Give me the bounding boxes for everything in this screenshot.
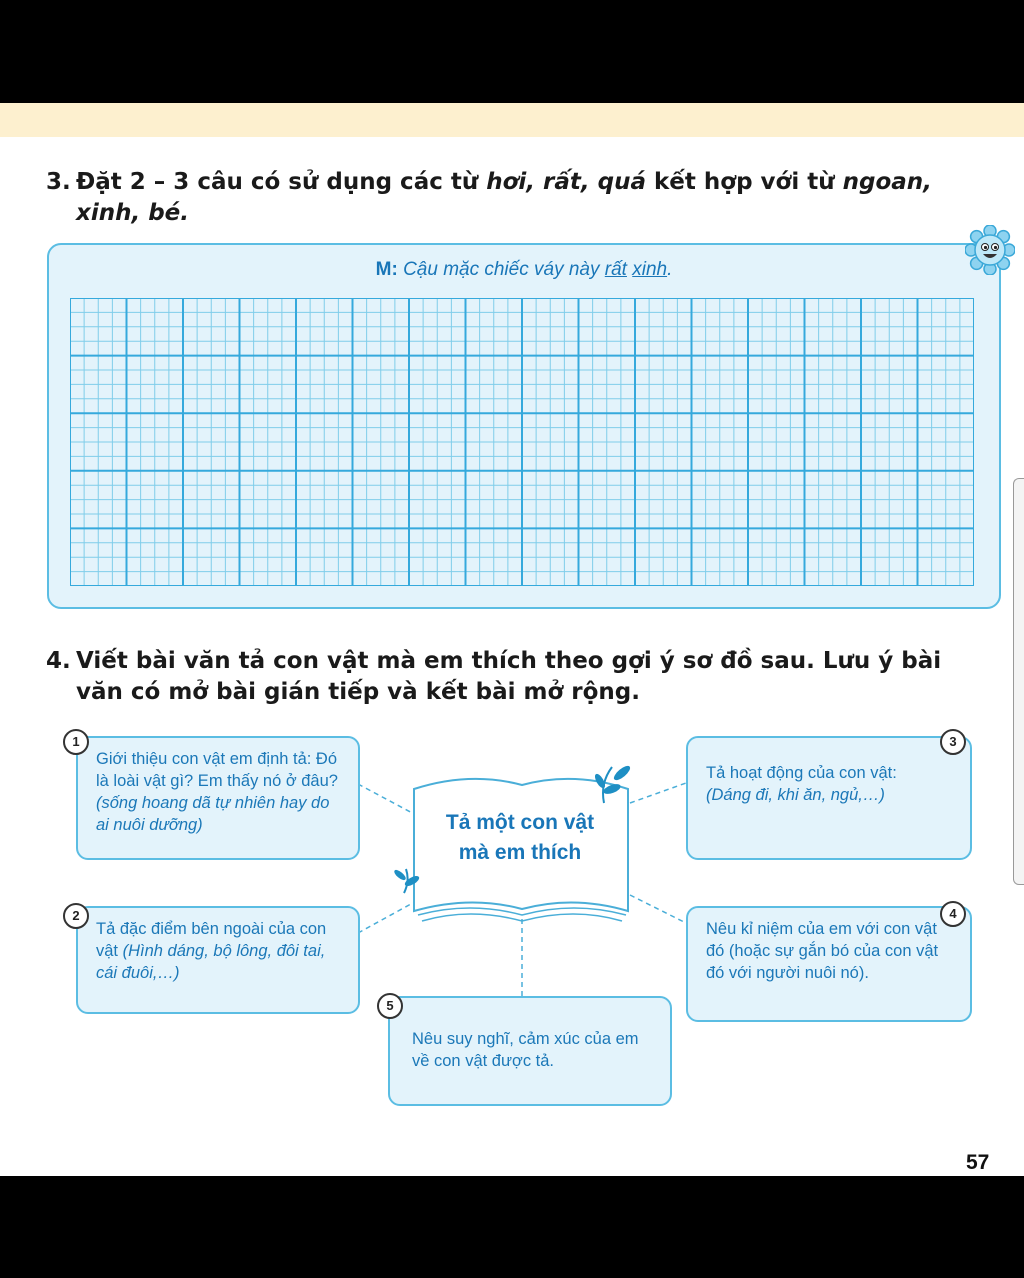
example-word-rat: rất — [604, 259, 627, 280]
badge-5: 5 — [377, 993, 403, 1019]
center-topic — [420, 808, 620, 868]
workbook-page — [0, 103, 1024, 1176]
question-4-line1: Viết bài văn tả con vật mà em thích theo gợi ý sơ đồ sau. Lưu ý bài — [76, 648, 942, 674]
badge-1: 1 — [63, 729, 89, 755]
question-3-word-ngoan: ngoan, — [842, 169, 932, 195]
question-3-text-a: Đặt 2 – 3 câu có sử dụng các từ — [76, 169, 487, 195]
hint-box-2: Tả đặc điểm bên ngoài của con vật (Hình dáng, bộ lông, đôi tai, cái đuôi,…) — [76, 906, 360, 1014]
example-label: M: — [375, 259, 398, 280]
badge-2: 2 — [63, 903, 89, 929]
center-topic-line2: mà em thích — [458, 841, 582, 864]
badge-4: 4 — [940, 901, 966, 927]
badge-3: 3 — [940, 729, 966, 755]
example-prefix: Cậu mặc chiếc váy này — [403, 259, 605, 280]
question-3-line2: xinh, bé. — [76, 200, 190, 226]
scrollbar[interactable] — [1013, 478, 1024, 885]
question-3-keywords: hơi, rất, quá — [486, 169, 646, 195]
hint-box-4: Nêu kỉ niệm của em với con vật đó (hoặc sự gắn bó của con vật đó với người nuôi nó). — [686, 906, 972, 1022]
hint-box-5: Nêu suy nghĩ, cảm xúc của em về con vật được tả. — [388, 996, 672, 1106]
center-topic-line1: Tả một con vật — [445, 811, 595, 834]
example-word-xinh: xinh — [632, 259, 668, 280]
example-sentence: M: Cậu mặc chiếc váy này rất xinh. — [375, 259, 673, 280]
page-number: 57 — [966, 1151, 990, 1174]
hint-box-1: Giới thiệu con vật em định tả: Đó là loài vật gì? Em thấy nó ở đâu? (sống hoang dã tự nhiên hay do ai nuôi dưỡng) — [76, 736, 360, 860]
question-4-number: 4. — [46, 648, 71, 674]
question-3-text-b: kết hợp với từ — [646, 169, 843, 195]
question-4-line2: văn có mở bài gián tiếp và kết bài mở rộng. — [76, 679, 640, 705]
question-3-number: 3. — [46, 169, 71, 195]
hint-box-3: Tả hoạt động của con vật: (Dáng đi, khi ăn, ngủ,…) — [686, 736, 972, 860]
